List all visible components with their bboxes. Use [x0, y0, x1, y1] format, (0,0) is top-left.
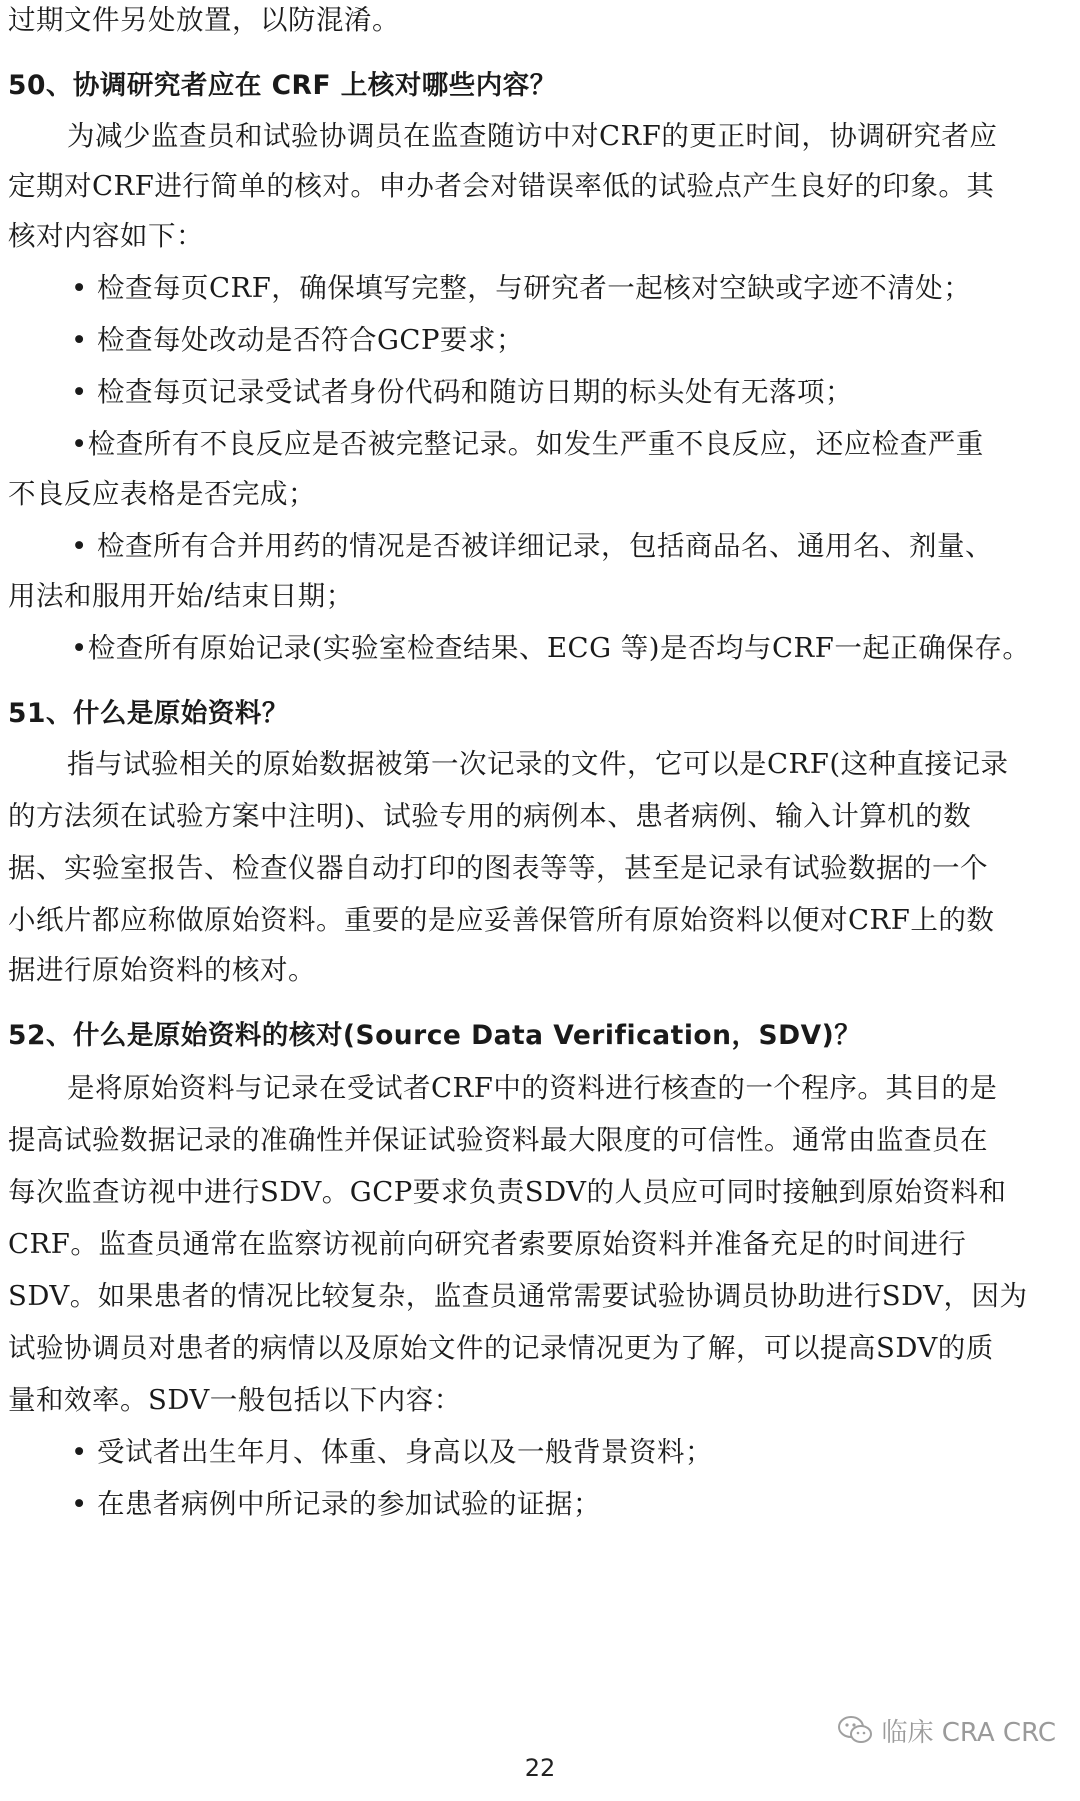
bullet-item: • 检查每处改动是否符合GCP要求； [71, 324, 524, 356]
body-text-line: 据、实验室报告、检查仪器自动打印的图表等等，甚至是记录有试验数据的一个 [8, 852, 988, 884]
question-heading-52: 52、什么是原始资料的核对(Source Data Verification，SDV)？ [8, 1020, 862, 1051]
body-text-line: 量和效率。SDV一般包括以下内容： [8, 1384, 462, 1416]
body-text-line: 据进行原始资料的核对。 [8, 954, 316, 986]
watermark-text: 临床 CRA CRC [881, 1717, 1056, 1748]
bullet-item: • 检查所有合并用药的情况是否被详细记录，包括商品名、通用名、剂量、 [71, 530, 993, 562]
bullet-item: •检查所有原始记录(实验室检查结果、ECG 等)是否均与CRF一起正确保存。 [71, 632, 1031, 664]
question-heading-50: 50、协调研究者应在 CRF 上核对哪些内容？ [8, 70, 557, 101]
wechat-icon [837, 1715, 873, 1745]
body-text-line: CRF。监查员通常在监察访视前向研究者索要原始资料并准备充足的时间进行 [8, 1228, 967, 1260]
body-text-line: 提高试验数据记录的准确性并保证试验资料最大限度的可信性。通常由监查员在 [8, 1124, 988, 1156]
body-text-line: 过期文件另处放置，以防混淆。 [8, 4, 400, 36]
body-text-line: 为减少监查员和试验协调员在监查随访中对CRF的更正时间，协调研究者应 [67, 120, 998, 152]
bullet-item: • 受试者出生年月、体重、身高以及一般背景资料； [71, 1436, 713, 1468]
body-text-line: 不良反应表格是否完成； [8, 478, 316, 510]
bullet-item: •检查所有不良反应是否被完整记录。如发生严重不良反应，还应检查严重 [71, 428, 984, 460]
bullet-item: • 检查每页CRF，确保填写完整，与研究者一起核对空缺或字迹不清处； [71, 272, 972, 304]
body-text-line: 指与试验相关的原始数据被第一次记录的文件，它可以是CRF(这种直接记录 [67, 748, 1009, 780]
body-text-line: 每次监查访视中进行SDV。GCP要求负责SDV的人员应可同时接触到原始资料和 [8, 1176, 1007, 1208]
question-heading-51: 51、什么是原始资料？ [8, 698, 289, 729]
body-text-line: 小纸片都应称做原始资料。重要的是应妥善保管所有原始资料以便对CRF上的数 [8, 904, 995, 936]
body-text-line: 的方法须在试验方案中注明)、试验专用的病例本、患者病例、输入计算机的数 [8, 800, 972, 832]
body-text-line: 用法和服用开始/结束日期； [8, 580, 354, 612]
body-text-line: SDV。如果患者的情况比较复杂，监查员通常需要试验协调员协助进行SDV，因为 [8, 1280, 1028, 1312]
body-text-line: 定期对CRF进行简单的核对。申办者会对错误率低的试验点产生良好的印象。其 [8, 170, 995, 202]
body-text-line: 试验协调员对患者的病情以及原始文件的记录情况更为了解，可以提高SDV的质 [8, 1332, 994, 1364]
bullet-item: • 在患者病例中所记录的参加试验的证据； [71, 1488, 601, 1520]
wechat-watermark [837, 1710, 1056, 1750]
body-text-line: 核对内容如下： [8, 220, 204, 252]
page-number: 22 [524, 1754, 556, 1782]
body-text-line: 是将原始资料与记录在受试者CRF中的资料进行核查的一个程序。其目的是 [67, 1072, 998, 1104]
bullet-item: • 检查每页记录受试者身份代码和随访日期的标头处有无落项； [71, 376, 853, 408]
